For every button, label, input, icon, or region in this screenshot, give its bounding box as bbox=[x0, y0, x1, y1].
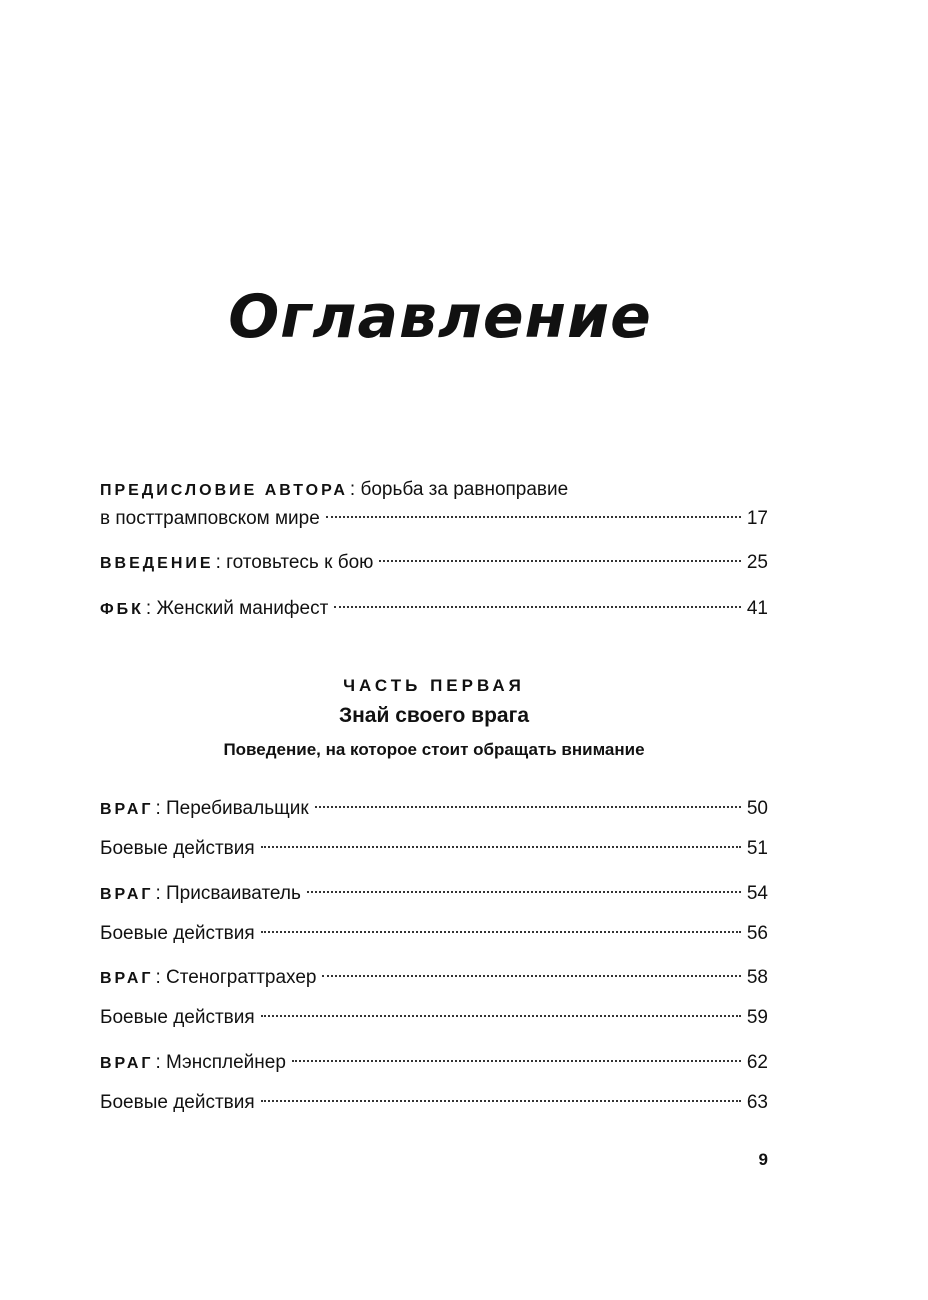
toc-entry-fbk[interactable]: ФБК : Женский манифест 41 bbox=[100, 595, 768, 624]
toc-page-number: 17 bbox=[746, 508, 768, 529]
toc-entry[interactable] bbox=[100, 920, 768, 948]
toc-page-number: 25 bbox=[746, 552, 768, 573]
toc-text: Стенограттрахер bbox=[166, 967, 317, 988]
dot-leader bbox=[261, 1100, 741, 1102]
toc-page-number: 50 bbox=[746, 798, 768, 819]
toc-entry[interactable]: ВРАГ : Стенограттрахер 58 bbox=[100, 964, 768, 993]
toc-text: борьба за равноправие bbox=[360, 479, 569, 500]
toc-text: Присваиватель bbox=[166, 883, 301, 904]
dot-leader bbox=[261, 846, 741, 848]
part-title: Знай своего врага bbox=[338, 704, 530, 727]
toc-entry[interactable]: ВРАГ : Мэнсплейнер 62 bbox=[100, 1049, 768, 1078]
toc-text: Мэнсплейнер bbox=[166, 1052, 286, 1073]
toc-page-number: 56 bbox=[746, 923, 768, 944]
dot-leader bbox=[334, 606, 741, 608]
toc-label: ВРАГ bbox=[100, 1055, 154, 1072]
toc-label: ВВЕДЕНИЕ bbox=[100, 555, 214, 572]
part-label: ЧАСТЬ ПЕРВАЯ bbox=[343, 676, 525, 695]
toc-entry[interactable] bbox=[100, 1004, 768, 1032]
dot-leader bbox=[261, 931, 741, 933]
dot-leader bbox=[315, 806, 741, 808]
toc-text: в посттрамповском мире bbox=[100, 508, 320, 529]
dot-leader bbox=[322, 975, 740, 977]
toc-text: Женский манифест bbox=[156, 598, 329, 619]
toc-text: Боевые действия bbox=[100, 1092, 255, 1113]
toc-label: ВРАГ bbox=[100, 801, 154, 818]
toc-page-number: 41 bbox=[746, 598, 768, 619]
toc-page-number: 54 bbox=[746, 883, 768, 904]
page-number: 9 bbox=[758, 1150, 768, 1169]
dot-leader bbox=[261, 1015, 741, 1017]
toc-entry-introduction[interactable]: ВВЕДЕНИЕ : готовьтесь к бою 25 bbox=[100, 549, 768, 578]
page-title: Оглавление bbox=[228, 282, 652, 352]
toc-entry[interactable]: ВРАГ : Перебивальщик 50 bbox=[100, 795, 768, 824]
part-subtitle: Поведение, на которое стоит обращать внимание bbox=[223, 740, 645, 759]
toc-label: ВРАГ bbox=[100, 970, 154, 987]
toc-page-number: 62 bbox=[746, 1052, 768, 1073]
toc-entry[interactable] bbox=[100, 1089, 768, 1117]
toc-entry[interactable]: ВРАГ : Присваиватель 54 bbox=[100, 880, 768, 909]
toc-front bbox=[100, 476, 768, 624]
toc-label: ВРАГ bbox=[100, 886, 154, 903]
toc-text: Перебивальщик bbox=[166, 798, 309, 819]
toc-entry[interactable] bbox=[100, 835, 768, 863]
toc-label: ПРЕДИСЛОВИЕ АВТОРА bbox=[100, 482, 348, 499]
toc-text: Боевые действия bbox=[100, 923, 255, 944]
toc-text: Боевые действия bbox=[100, 838, 255, 859]
toc-page-number: 63 bbox=[746, 1092, 768, 1113]
dot-leader bbox=[379, 560, 740, 562]
toc-entry-preface[interactable]: ПРЕДИСЛОВИЕ АВТОРА : борьба за равноправие в посттрамповском мире 17 bbox=[100, 476, 768, 533]
dot-leader bbox=[326, 516, 741, 518]
toc-page-number: 59 bbox=[746, 1007, 768, 1028]
dot-leader bbox=[307, 891, 741, 893]
toc-label: ФБК bbox=[100, 601, 144, 618]
toc-page-number: 58 bbox=[746, 967, 768, 988]
toc-page-number: 51 bbox=[746, 838, 768, 859]
toc-text: готовьтесь к бою bbox=[226, 552, 374, 573]
dot-leader bbox=[292, 1060, 741, 1062]
toc-text: Боевые действия bbox=[100, 1007, 255, 1028]
toc-part-one bbox=[100, 795, 768, 1117]
